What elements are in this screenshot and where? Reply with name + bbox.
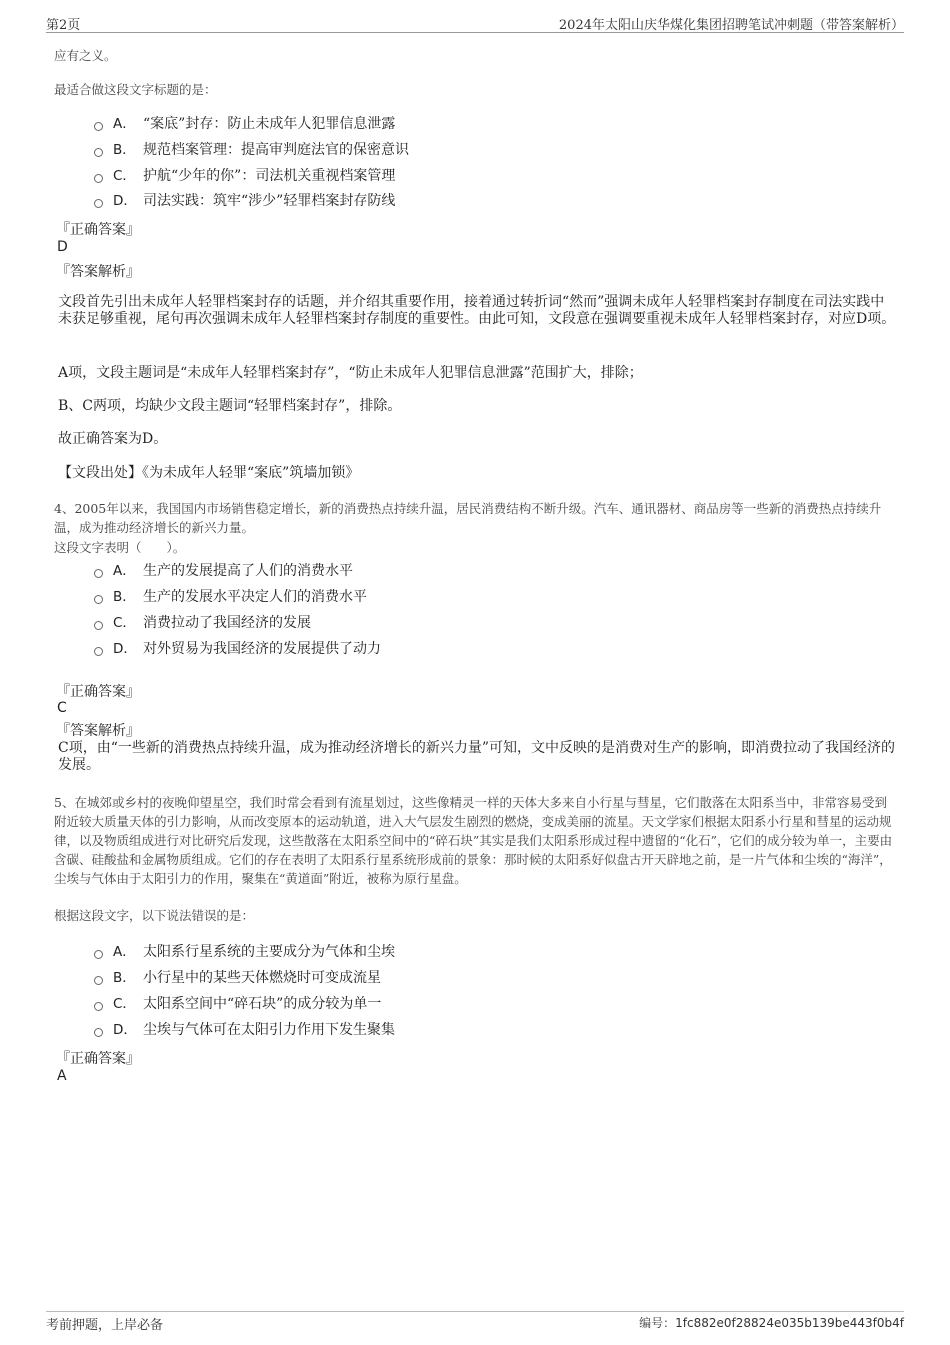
q5-stem: 5、在城郊或乡村的夜晚仰望星空，我们时常会看到有流星划过，这些像精灵一样的天体大多来自小行星与彗星，它们散落在太阳系当中，非常容易受到附近较大质量天体的引力影响，从而改变原本的运动轨道，进入大气层发生剧烈的燃烧，变成美丽的流星。天文学家们根据太阳系小行星和彗星的运动规律，以及物质组成进行对比研究后发现，这些散落在太阳系空间中的“碎石块”其实是我们太阳系形成过程中遗留的“化石”，它们的成分较为单一，主要由含碳、硅酸盐和金属物质组成。它们的存在表明了太阳系行星系统形成前的景象：那时候的太阳系好似盘古开天辟地之前，是一片气体和尘埃的“海洋”，尘埃与气体由于太阳引力的作用，聚集在“黄道面”附近，被称为原行星盘。 (54, 795, 893, 886)
q3-option-c[interactable]: C． 护航“少年的你”：司法机关重视档案管理 (94, 166, 395, 186)
q3-prompt: 最适合做这段文字标题的是： (54, 82, 217, 97)
q5-answer: A (57, 1068, 67, 1084)
q5-option-c[interactable]: C． 太阳系空间中“碎石块”的成分较为单一 (94, 994, 381, 1014)
page-number: 第2页 (46, 18, 81, 33)
q4-analysis-label: 『答案解析』 (56, 723, 140, 739)
radio-icon[interactable] (94, 621, 103, 630)
document-code: 编号：1fc882e0f28824e035b139be443f0b4f (639, 1316, 904, 1330)
q4-option-b[interactable]: B． 生产的发展水平决定人们的消费水平 (94, 587, 367, 607)
radio-icon[interactable] (94, 174, 103, 183)
radio-icon[interactable] (94, 1002, 103, 1011)
q3-stem-tail: 应有之义。 (54, 48, 117, 63)
radio-icon[interactable] (94, 569, 103, 578)
q4-answer: C (57, 700, 67, 716)
radio-icon[interactable] (94, 950, 103, 959)
q5-answer-label: 『正确答案』 (56, 1051, 140, 1067)
radio-icon[interactable] (94, 976, 103, 985)
radio-icon[interactable] (94, 595, 103, 604)
q4-prompt: 这段文字表明（ ）。 (54, 540, 186, 555)
q3-analysis-paragraph: 文段首先引出未成年人轻罪档案封存的话题，并介绍其重要作用，接着通过转折词“然而”强调未成年人轻罪档案封存制度在司法实践中未获足够重视，尾句再次强调未成年人轻罪档案封存制度的重要性。由此可知，文段意在强调要重视未成年人轻罪档案封存，对应D项。 (58, 294, 896, 327)
q5-option-d[interactable]: D． 尘埃与气体可在太阳引力作用下发生聚集 (94, 1020, 395, 1040)
q3-option-a[interactable]: A． “案底”封存：防止未成年人犯罪信息泄露 (94, 114, 395, 134)
q5-option-a[interactable]: A． 太阳系行星系统的主要成分为气体和尘埃 (94, 942, 395, 962)
footer-slogan: 考前押题，上岸必备 (46, 1318, 164, 1333)
q3-answer-label: 『正确答案』 (56, 222, 140, 238)
q3-source: 【文段出处】《为未成年人轻罪“案底”筑墙加锁》 (58, 465, 360, 481)
q4-answer-label: 『正确答案』 (56, 684, 140, 700)
q3-option-b[interactable]: B． 规范档案管理：提高审判庭法官的保密意识 (94, 140, 409, 160)
q3-answer: D (57, 239, 68, 255)
q4-analysis: C项，由“一些新的消费热点持续升温，成为推动经济增长的新兴力量”可知，文中反映的是消费对生产的影响，即消费拉动了我国经济的发展。 (58, 740, 896, 773)
radio-icon[interactable] (94, 647, 103, 656)
radio-icon[interactable] (94, 148, 103, 157)
q5-option-b[interactable]: B． 小行星中的某些天体燃烧时可变成流星 (94, 968, 381, 988)
radio-icon[interactable] (94, 1028, 103, 1037)
q4-stem: 4、2005年以来，我国国内市场销售稳定增长，新的消费热点持续升温，居民消费结构不断升级。汽车、通讯器材、商品房等一些新的消费热点持续升温，成为推动经济增长的新兴力量。 (54, 501, 882, 535)
q3-analysis-conclusion: 故正确答案为D。 (58, 431, 168, 447)
header-divider (46, 32, 904, 33)
q4-option-d[interactable]: D． 对外贸易为我国经济的发展提供了动力 (94, 639, 381, 659)
q3-analysis-option-a: A项，文段主题词是“未成年人轻罪档案封存”，“防止未成年人犯罪信息泄露”范围扩大，排除； (58, 365, 643, 381)
q4-option-c[interactable]: C． 消费拉动了我国经济的发展 (94, 613, 311, 633)
q5-prompt: 根据这段文字，以下说法错误的是： (54, 908, 255, 923)
footer-divider (46, 1311, 904, 1312)
radio-icon[interactable] (94, 122, 103, 131)
q3-analysis-option-bc: B、C两项，均缺少文段主题词“轻罪档案封存”，排除。 (58, 398, 402, 414)
q3-analysis-label: 『答案解析』 (56, 264, 140, 280)
radio-icon[interactable] (94, 199, 103, 208)
q4-option-a[interactable]: A． 生产的发展提高了人们的消费水平 (94, 561, 353, 581)
document-title: 2024年太阳山庆华煤化集团招聘笔试冲刺题（带答案解析） (558, 18, 904, 33)
q3-option-d[interactable]: D． 司法实践：筑牢“涉少”轻罪档案封存防线 (94, 191, 395, 211)
